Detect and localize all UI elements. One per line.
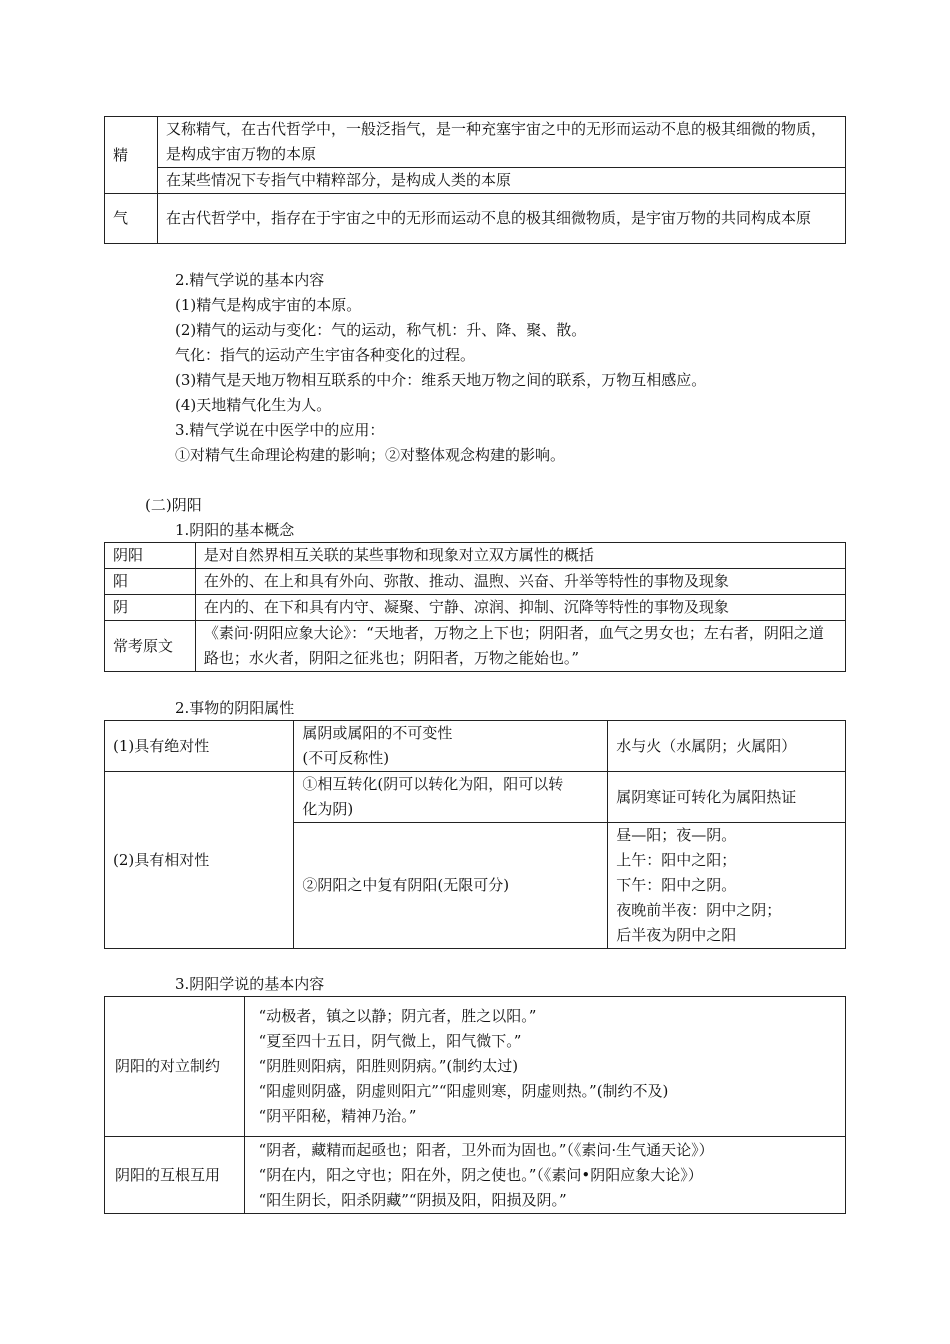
heading-jingqi-content: 2.精气学说的基本内容 (175, 271, 325, 289)
jingqi-item-5: (4)天地精气化生为人。 (175, 396, 332, 414)
concept-term: 阴 (105, 595, 196, 621)
jingqi-item-3: 气化：指气的运动产生宇宙各种变化的过程。 (175, 346, 476, 364)
yinyang-content-table (104, 996, 846, 1214)
content-lines-opposition (244, 997, 845, 1137)
jingqi-item-4: (3)精气是天地万物相互联系的中介：维系天地万物之间的联系，万物互相感应。 (175, 371, 707, 389)
jingqi-item-2: (2)精气的运动与变化：气的运动，称气机：升、降、聚、散。 (175, 321, 587, 339)
attr-relative-sub1-example: 属阴寒证可转化为属阳热证 (608, 772, 846, 823)
concept-term: 阴阳 (105, 543, 196, 569)
attr-relative-sub1-line: 化为阴) (302, 800, 354, 818)
attr-absolute-desc-line: 属阴或属阳的不可变性 (302, 724, 453, 742)
section-title-yinyang: (二)阴阳 (145, 496, 202, 514)
content-term-opposition: 阴阳的对立制约 (105, 997, 245, 1137)
attr-relative-label: (2)具有相对性 (105, 772, 294, 949)
quote-line: “阴胜则阳病，阳胜则阴病。”(制约太过) (258, 1057, 519, 1075)
attr-example-line: 后半夜为阴中之阳 (616, 926, 737, 944)
attr-example-line: 夜晚前半夜：阴中之阴； (616, 901, 782, 919)
yinyang-concept-table (104, 542, 846, 672)
term-qi: 气 (105, 194, 158, 244)
jingqi-item-1: (1)精气是构成宇宙的本原。 (175, 296, 362, 314)
quote-line: “阴平阳秘，精神乃治。” (258, 1107, 417, 1125)
def-jing-2: 在某些情况下专指气中精粹部分，是构成人类的本原 (157, 168, 845, 194)
concept-term: 常考原文 (105, 621, 196, 672)
jing-qi-table (104, 116, 846, 244)
quote-line: “阳虚则阴盛，阴虚则阳亢”“阳虚则寒，阴虚则热。”(制约不及) (258, 1082, 669, 1100)
attr-example-line: 下午：阳中之阴。 (616, 876, 737, 894)
heading-yinyang-content: 3.阴阳学说的基本内容 (175, 975, 325, 993)
quote-line: “夏至四十五日，阴气微上，阳气微下。” (258, 1032, 522, 1050)
term-jing: 精 (105, 117, 158, 194)
quote-line: “阴在内，阳之守也；阳在外，阴之使也。”（《素问•阴阳应象大论》） (258, 1165, 703, 1184)
heading-yinyang-concept: 1.阴阳的基本概念 (175, 521, 295, 539)
def-qi: 在古代哲学中，指存在于宇宙之中的无形而运动不息的极其细微物质，是宇宙万物的共同构成本原 (157, 194, 845, 244)
heading-jingqi-application: 3.精气学说在中医学中的应用： (175, 421, 385, 439)
attr-relative-sub1-desc (294, 772, 608, 823)
quote-line: “阴者，藏精而起亟也；阳者，卫外而为固也。”（《素问·生气通天论》） (258, 1140, 714, 1159)
jingqi-application: ①对精气生命理论构建的影响；②对整体观念构建的影响。 (175, 446, 566, 464)
content-lines-interdependence (244, 1137, 845, 1214)
attr-example-line: 上午：阳中之阳； (616, 851, 737, 869)
attr-absolute-desc (294, 721, 608, 772)
attr-example-line: 昼—阳；夜—阴。 (616, 826, 737, 844)
attr-absolute-example: 水与火（水属阴；火属阳） (608, 721, 846, 772)
concept-term: 阳 (105, 569, 196, 595)
concept-def: 是对自然界相互关联的某些事物和现象对立双方属性的概括 (195, 543, 845, 569)
attr-absolute-label: (1)具有绝对性 (105, 721, 294, 772)
def-jing-1: 又称精气，在古代哲学中，一般泛指气，是一种充塞宇宙之中的无形而运动不息的极其细微的物质，是构成宇宙万物的本原 (157, 117, 845, 168)
attr-relative-sub1-line: ①相互转化(阴可以转化为阳，阳可以转 (302, 775, 564, 793)
attr-relative-sub2-desc: ②阴阳之中复有阴阳(无限可分) (294, 823, 608, 949)
content-term-interdependence: 阴阳的互根互用 (105, 1137, 245, 1214)
concept-def: 在内的、在下和具有内守、凝聚、宁静、凉润、抑制、沉降等特性的事物及现象 (195, 595, 845, 621)
attr-absolute-desc-line: (不可反称性) (302, 749, 390, 767)
quote-line: “动极者，镇之以静；阴亢者，胜之以阳。” (258, 1007, 537, 1025)
yinyang-attr-table (104, 720, 846, 949)
quote-line: “阳生阴长，阳杀阴藏”“阴损及阳，阳损及阴。” (258, 1190, 567, 1209)
concept-def: 在外的、在上和具有外向、弥散、推动、温煦、兴奋、升举等特性的事物及现象 (195, 569, 845, 595)
concept-def: 《素问·阴阳应象大论》：“天地者，万物之上下也；阴阳者，血气之男女也；左右者，阴阳之道路也；水火者，阴阳之征兆也；阴阳者，万物之能始也。” (195, 621, 845, 672)
heading-yinyang-attr: 2.事物的阴阳属性 (175, 699, 295, 717)
attr-relative-sub2-examples (608, 823, 846, 949)
